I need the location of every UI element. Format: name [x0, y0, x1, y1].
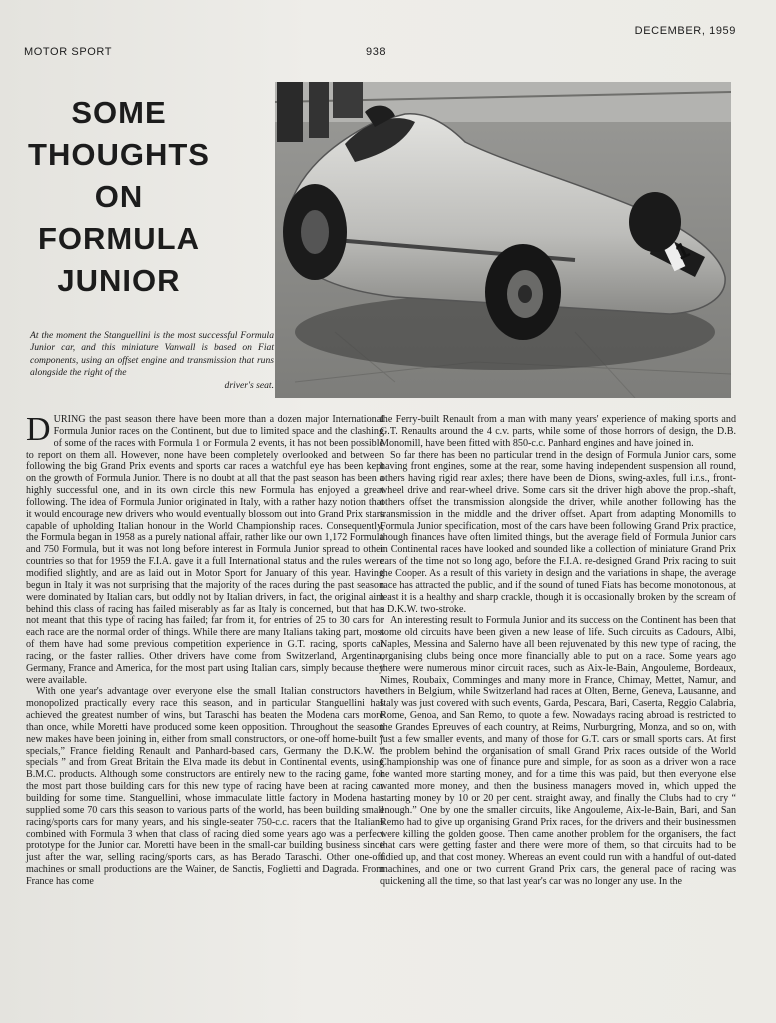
- race-car-illustration: [275, 82, 731, 398]
- issue-date: DECEMBER, 1959: [634, 25, 736, 37]
- article-column-right: [380, 414, 736, 888]
- article-title: [24, 92, 214, 302]
- magazine-name: MOTOR SPORT: [24, 46, 113, 58]
- title-line: FORMULA: [38, 221, 200, 256]
- article-column-left: [26, 411, 384, 888]
- title-line: JUNIOR: [57, 263, 181, 298]
- paragraph: With one year's advantage over everyone else the small Italian constructors have monopolized practically every race this season, and in particular Stanguellini has achieved the greatest number of wins, but Taraschi has beaten the Modena cars more than once, while Moretti have produced some keen opposition. Throughout the season new makes have been joining in, either from small constructors, or one-off home-built “ specials,” France fielding Renault and Panhard-based cars, Germany the D.K.W. “ specials ” and from Great Britain the Elva made its debut in Continental events, using B.M.C. products. Although some constructors are entirely new to the racing game, for the most part those building cars for this new type of racing have been at racing car building for some time. Stanguellini, whose immaculate little factory in Modena has supplied some 70 cars this season to various parts of the world, has been building small racing/sports cars for many years, and his single-seater 750-c.c. racers that the Italians combined with Formula 3 when that class of racing died some years ago was a perfect prototype for the Junior car. Moretti have been in the small-car building business since just after the war, selling racing/sports cars, as has Berado Taraschi. Other one-off machines or small productions are the Wainer, de Sanctis, Foglietti and Dagrada. From France has come: [26, 686, 384, 887]
- title-line: ON: [94, 179, 144, 214]
- caption-text: At the moment the Stanguellini is the most successful Formula Junior car, and this miniature Vanwall is based on Fiat components, using an offset engine and transmission that runs alongside the right of the: [30, 330, 274, 379]
- page-number: 938: [366, 46, 387, 58]
- title-line: SOME: [71, 95, 167, 130]
- caption-last-line: driver's seat.: [224, 379, 274, 391]
- paragraph-text: URING the past season there have been more than a dozen major International Formula Junior races on the Continent, but due to limited space and the clashing of some of the races with Formula 1 or Formula 2 events, it has not been possible to report on them all. However, none have been completely overlooked and between following the big Grand Prix events and sports car races a watchful eye has been kept on the growth of Formula Junior. There is no doubt at all that the past season has been a highly successful one, and in its own circle this new Formula has enjoyed a great following. The idea of Formula Junior originated in Italy, with a rather hazy notion that it would encourage new drivers who would eventually blossom out into Grand Prix stars capable of upholding Italian honour in the World Championship races. Consequently, the Formula began in 1958 as a purely national affair, rather like our own 1,172 Formula and 750 Formula, but it was not long before interest in Formula Junior spread to other countries so that for 1959 the F.I.A. gave it a full International status and the rules were modified slightly, and are as laid out in Motor Sport for January of this year. Having begun in Italy it was not surprising that the majority of the races during the past season were dominated by Italian cars, but oddly not by Italian drivers, in fact, the original aim behind this class of racing has failed miserably as far as Italy is concerned, but that has not meant that this type of racing has failed; far from it, for entries of 25 to 30 cars for each race are the normal order of things. While there are many Italians taking part, most of them have had some previous competition experience in G.T. racing, sports car racing, or the faster rallies. Other drivers have come from Switzerland, Argentina, Germany, France and America, for the most part using Italian cars, simply because they were available.: [26, 414, 384, 686]
- paragraph: the Ferry-built Renault from a man with many years' experience of making sports and G.T. Renaults around the 4 c.v. parts, while some of those horrors of design, the D.B. Monomill, have been fitted with 850-c.c. Panhard engines and have joined in.: [380, 414, 736, 449]
- photo-caption: [30, 330, 274, 392]
- paragraph: [26, 411, 384, 686]
- paragraph: So far there has been no particular trend in the design of Formula Junior cars, some having front engines, some at the rear, some having independent suspension all round, others having rigid rear axles; there have been de Dions, swing-axles, full i.r.s., front-wheel drive and rear-wheel drive. Some cars sit the driver high above the prop.-shaft, others offset the transmission alongside the driver, while another following has the transmission in the middle and the driver offset. Apart from adapting Monomills to Formula Junior specification, most of the cars have been following Grand Prix practice, though finances have often limited things, but the average field of Formula Junior cars in Continental races have looked and sounded like a collection of miniature Grand Prix cars of the time not so long ago, before the F.I.A. re-designed Grand Prix racing to suit the Cooper. As a result of this variety in design and the variations in shape, the average race has attracted the public, and if the sound of tuned Fiats has become monotonous, at least it is a healthy and sharp crackle, though it is occasionally broken by the scream of a D.K.W. two-stroke.: [380, 449, 736, 615]
- drop-cap: D: [26, 411, 51, 448]
- title-line: THOUGHTS: [28, 137, 210, 172]
- paragraph: An interesting result to Formula Junior and its success on the Continent has been that some old circuits have been given a new lease of life. Such circuits as Cadours, Albi, Naples, Messina and Salerno have all been rejuvenated by this new type of racing, the organising clubs being once more financially able to put on a race. Some years ago there were numerous minor circuit races, such as Aix-le-Bain, Angouleme, Bordeaux, Nimes, Roubaix, Comminges and many more in France, Chimay, Mettet, Namur, and others in Belgium, while Switzerland had races at Olten, Berne, Geneva, Lausanne, and Italy was just covered with such events, Garda, Pescara, Bari, Caserta, Reggio Calabria, Rome, Genoa, and San Remo, to quote a few. Nowadays racing abroad is restricted to the Grandes Epreuves of each country, at Reims, Nurburgring, Monza, and so on, with just a few smaller events, and many of those for G.T. cars or small sports cars. At first the problem behind the organisation of small Grand Prix races outside of the World Championship was one of finance pure and simple, for as soon as a driver won a race he wanted more starting money, and for a time this was paid, but then everyone else wanted more money, and then the business managers moved in, which upped the starting money by 10 or 20 per cent. straight away, and finally the Clubs had to cry “ enough.” One by one the smaller circuits, like Angouleme, Aix-le-Bain, Bari, and San Remo had to give up organising Grand Prix races, for the drivers and their businessmen were killing the golden goose. Then came another problem for the organisers, the fact that cars were getting faster and there were more of them, so that circuits had to be tidied up, and that cost money. Whereas an event could run with a handful of out-dated machines, and one or two current Grand Prix cars, the general pace of racing was quickening all the time, so that last year's car was no longer any use. In the: [380, 615, 736, 887]
- race-car-photo: [275, 82, 731, 398]
- car-number: 1: [671, 236, 694, 265]
